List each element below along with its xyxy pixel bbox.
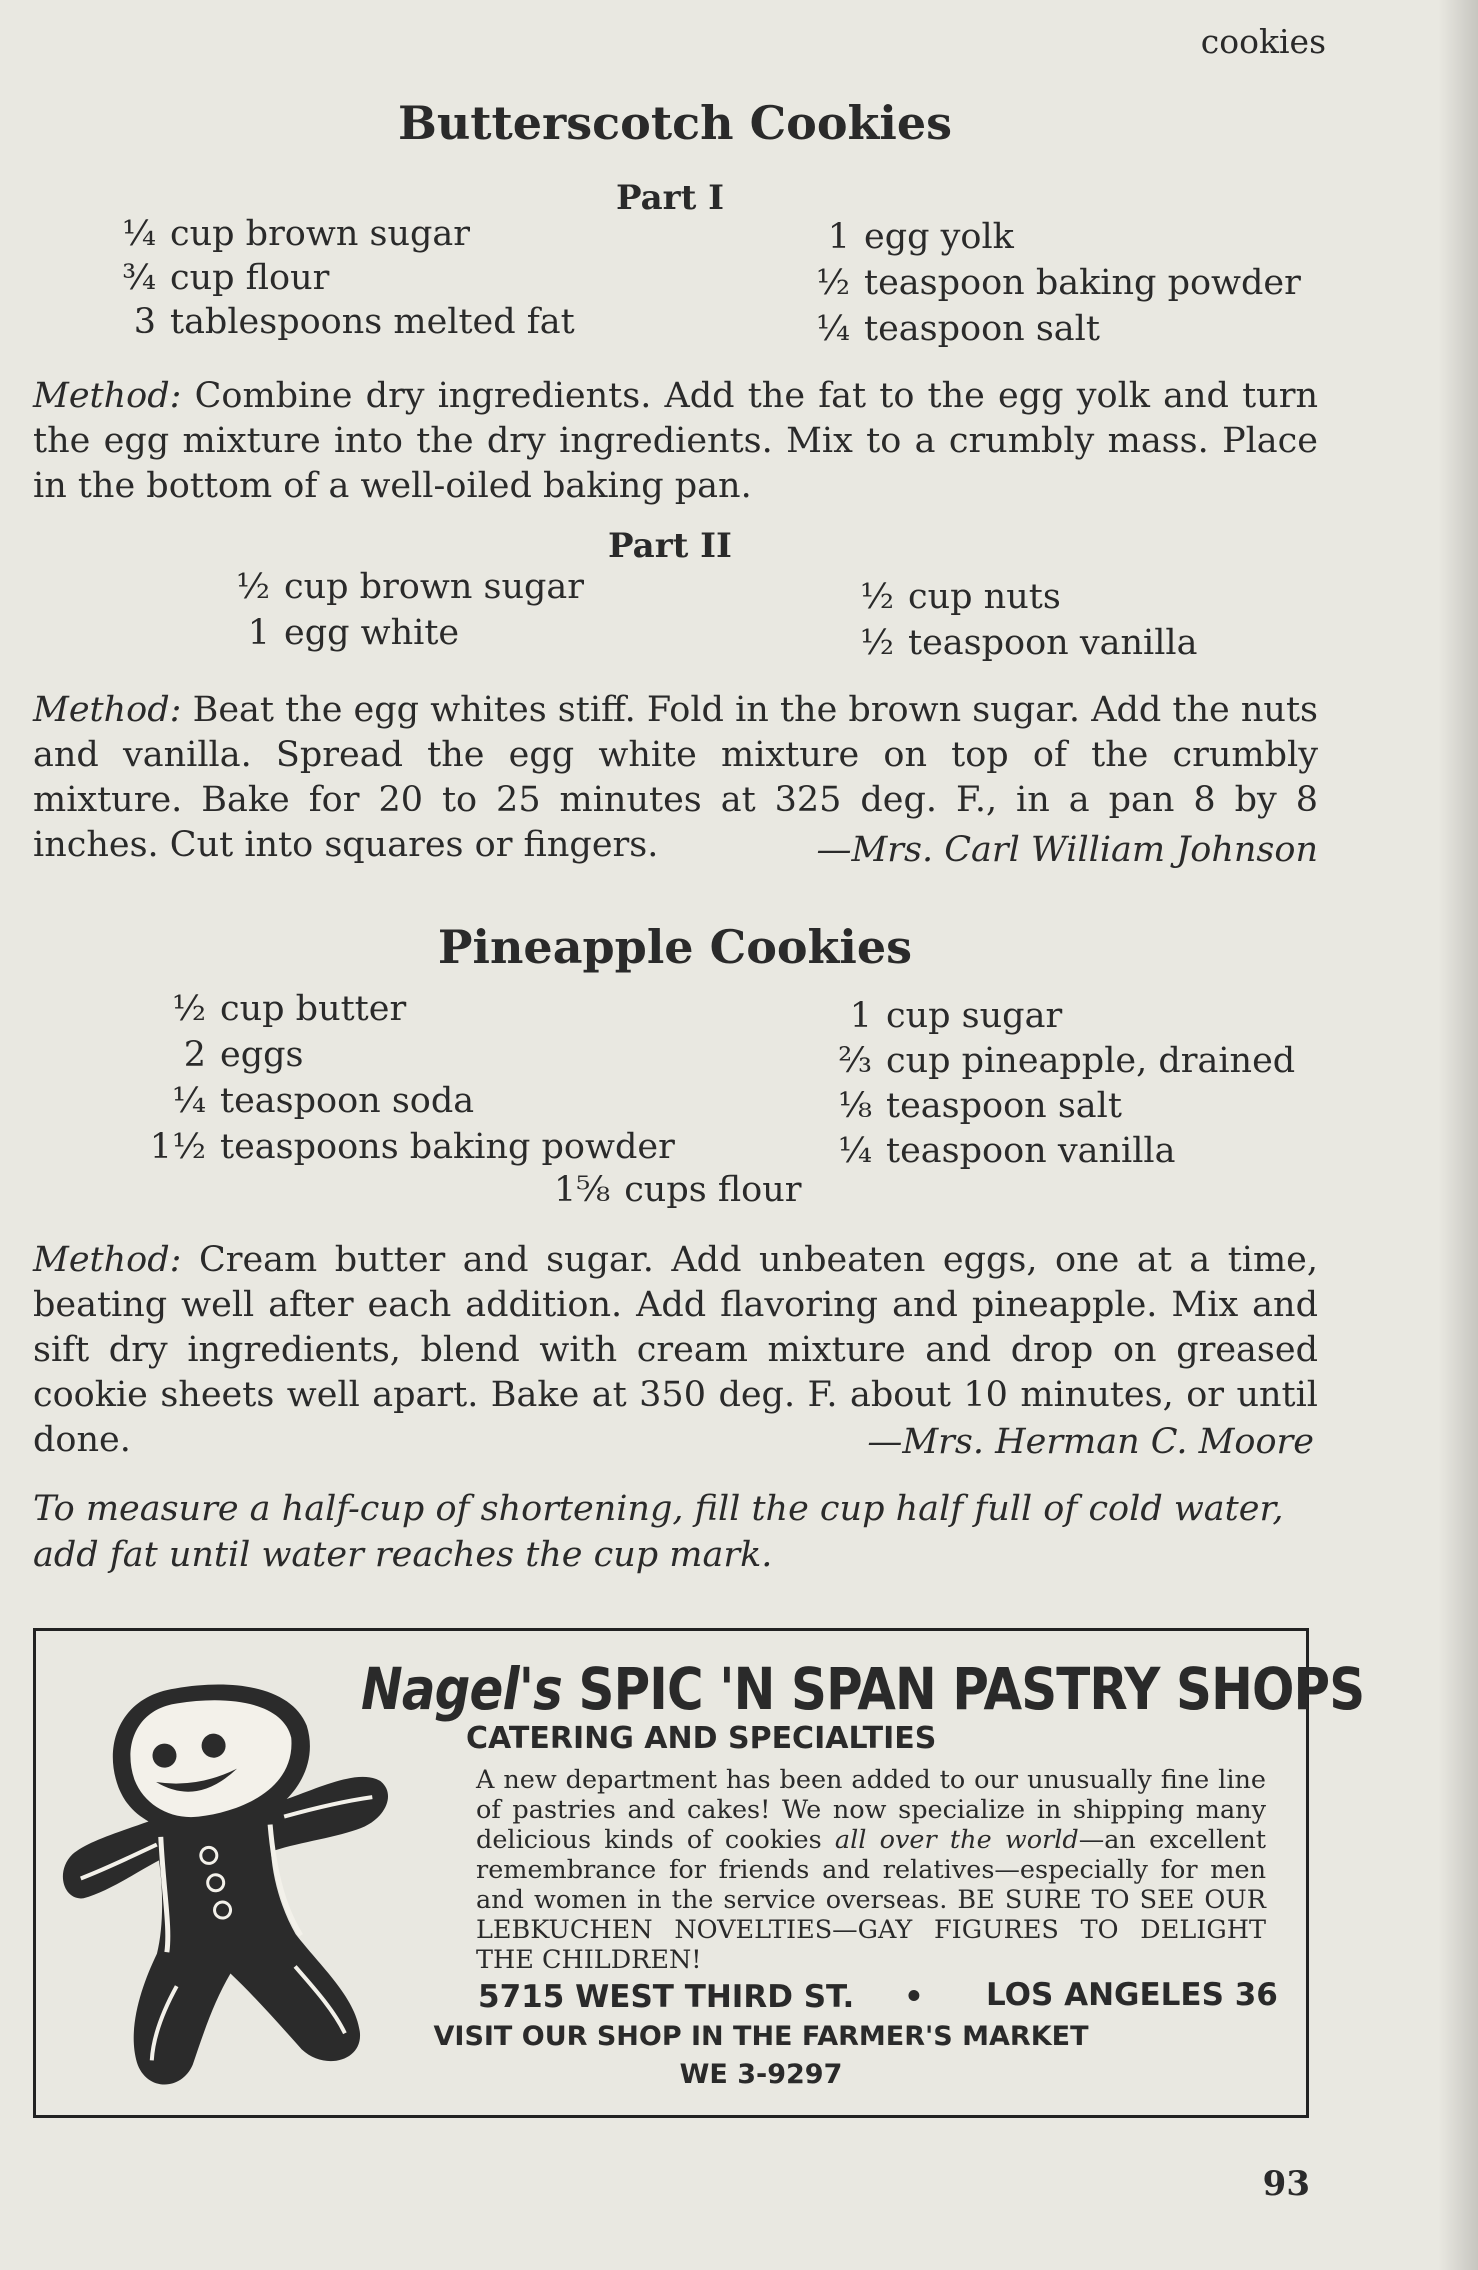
ingredient-item: ½ cup butter <box>172 989 407 1029</box>
ingredient-item: ¼ teaspoon vanilla <box>838 1131 1176 1171</box>
shop-address: 5715 WEST THIRD ST. <box>478 1979 855 2015</box>
ingredient-item: 2 eggs <box>183 1035 304 1075</box>
recipe-title-pineapple: Pineapple Cookies <box>437 920 913 974</box>
ingredient-list <box>232 564 584 656</box>
ingredient-item: ½ cup brown sugar <box>236 567 585 607</box>
ingredient-item: ⅔ cup pineapple, drained <box>838 1041 1296 1081</box>
ingredient-item: 1 cup sugar <box>849 996 1063 1036</box>
ingredient-list <box>812 214 1301 352</box>
ingredient-item: ¼ teaspoon salt <box>816 309 1100 349</box>
page-edge-shadow <box>1438 0 1478 2270</box>
ingredient-list <box>140 986 675 1170</box>
ingredient-item: 1 egg white <box>247 613 460 653</box>
recipe-credit: —Mrs. Herman C. Moore <box>867 1422 1314 1462</box>
page-number: 93 <box>1262 2164 1310 2204</box>
section-header: cookies <box>1200 22 1326 61</box>
shop-name: Nagel's SPIC 'N SPAN PASTRY SHOPS <box>361 1655 1365 1723</box>
recipe-title-butterscotch: Butterscotch Cookies <box>397 96 953 150</box>
cooking-tip: To measure a half-cup of shortening, fill the cup half full of cold water, add fat until water reaches the cup mark. <box>33 1489 1284 1575</box>
ingredient-item: ¼ teaspoon soda <box>172 1081 475 1121</box>
method-paragraph: Method: Cream butter and sugar. Add unbeaten eggs, one at a time, beating well after each addition. Add flavoring and pineapple. Mix and sift dry ingredients, blend with cream mixture and drop on greased cookie sheets well apart. Bake at 350 deg. F. about 10 minutes, or until done. <box>33 1240 1318 1460</box>
ingredient-item: ¼ cup brown sugar <box>122 214 471 254</box>
ingredient-item: 1 egg yolk <box>827 217 1014 257</box>
part-heading: Part I <box>615 178 725 218</box>
ingredient-list <box>118 212 575 344</box>
ingredient-item: 1⅝ cups flour <box>554 1170 802 1210</box>
ingredient-item: 3 tablespoons melted fat <box>133 302 575 342</box>
shop-subtitle: CATERING AND SPECIALTIES <box>466 1721 937 1756</box>
ingredient-item: ⅛ teaspoon salt <box>838 1086 1122 1126</box>
bullet-separator: • <box>904 1979 924 2015</box>
method-paragraph: Method: Combine dry ingredients. Add the fat to the egg yolk and turn the egg mixture into the dry ingredients. Mix to a crumbly mass. Place in the bottom of a well-oiled baking pan. <box>33 376 1318 506</box>
method-paragraph: Method: Beat the egg whites stiff. Fold in the brown sugar. Add the nuts and vanilla. Spread the egg white mixture on top of the crumbly mixture. Bake for 20 to 25 minutes at 325 deg. F., in a pan 8 by 8 inches. Cut into squares or fingers. <box>33 690 1318 865</box>
ingredient-item: ½ teaspoon baking powder <box>816 263 1301 303</box>
ad-description: A new department has been added to our unusually fine line of pastries and cakes! We now specialize in shipping many delicious kinds of cookies all over the world—an excellent remembrance for friends and relatives—especially for men and women in the service overseas. BE SURE TO SEE OUR LEBKUCHEN NOVELTIES—GAY FIGURES TO DELIGHT THE CHILDREN! <box>476 1765 1266 1975</box>
ingredient-list <box>856 574 1197 666</box>
shop-phone: WE 3-9297 <box>679 2059 843 2090</box>
ingredient-item: ½ teaspoon vanilla <box>860 623 1198 663</box>
advertisement-box <box>33 1628 1365 2118</box>
part-heading: Part II <box>608 526 732 566</box>
ingredient-item: 1½ teaspoons baking powder <box>149 1127 675 1167</box>
ingredient-list <box>828 994 1295 1174</box>
recipe-credit: —Mrs. Carl William Johnson <box>816 830 1318 870</box>
shop-city: LOS ANGELES 36 <box>986 1977 1278 2013</box>
ingredient-item: ¾ cup flour <box>122 258 330 298</box>
ingredient-item: ½ cup nuts <box>860 577 1061 617</box>
visit-line: VISIT OUR SHOP IN THE FARMER'S MARKET <box>433 2021 1089 2052</box>
